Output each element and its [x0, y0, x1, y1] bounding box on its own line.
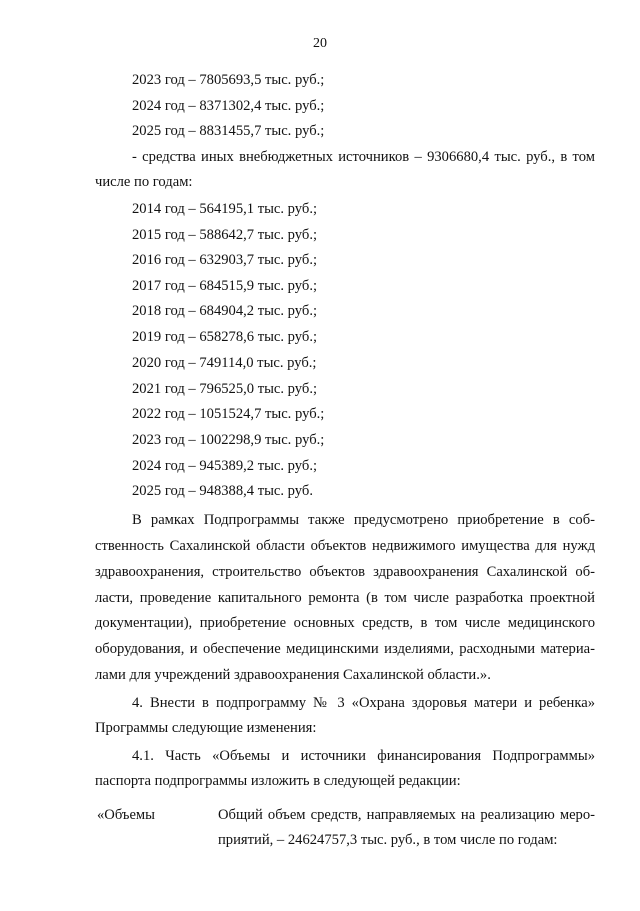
- offbudget-year-line: 2023 год – 1002298,9 тыс. руб.;: [132, 432, 325, 448]
- offbudget-year-line: 2017 год – 684515,9 тыс. руб.;: [132, 278, 318, 294]
- paragraph-line: оборудования, и обеспечение медицинскими изделиями, расходными материа-: [95, 641, 595, 657]
- table-text-line: Общий объем средств, направляемых на реализацию меро-: [218, 807, 595, 823]
- offbudget-year-line: 2018 год – 684904,2 тыс. руб.;: [132, 303, 318, 319]
- budget-line: 2024 год – 8371302,4 тыс. руб.;: [132, 98, 325, 114]
- item41-line: 4.1. Часть «Объемы и источники финансирования Подпрограммы»: [132, 748, 595, 764]
- item4-line: 4. Внести в подпрограмму № 3 «Охрана здоровья матери и ребенка»: [132, 695, 595, 711]
- paragraph-line: документации), приобретение основных средств, в том числе медицинского: [95, 615, 595, 631]
- offbudget-year-line: 2020 год – 749114,0 тыс. руб.;: [132, 355, 317, 371]
- offbudget-year-line: 2016 год – 632903,7 тыс. руб.;: [132, 252, 318, 268]
- offbudget-year-line: 2021 год – 796525,0 тыс. руб.;: [132, 381, 318, 397]
- offbudget-year-line: 2022 год – 1051524,7 тыс. руб.;: [132, 406, 325, 422]
- item41-line: паспорта подпрограммы изложить в следующей редакции:: [95, 773, 461, 789]
- item4-line: Программы следующие изменения:: [95, 720, 317, 736]
- table-text-line: приятий, – 24624757,3 тыс. руб., в том числе по годам:: [218, 832, 558, 848]
- paragraph-line: лами для учреждений здравоохранения Сахалинской области.».: [95, 667, 491, 683]
- offbudget-year-line: 2024 год – 945389,2 тыс. руб.;: [132, 458, 318, 474]
- paragraph-line: здравоохранения, строительство объектов здравоохранения Сахалинской об-: [95, 564, 595, 580]
- offbudget-year-line: 2025 год – 948388,4 тыс. руб.: [132, 483, 313, 499]
- offbudget-year-line: 2014 год – 564195,1 тыс. руб.;: [132, 201, 318, 217]
- paragraph-line: ственность Сахалинской области объектов недвижимого имущества для нужд: [95, 538, 595, 554]
- budget-line: 2025 год – 8831455,7 тыс. руб.;: [132, 123, 325, 139]
- offbudget-intro-line: числе по годам:: [95, 174, 193, 190]
- offbudget-year-line: 2015 год – 588642,7 тыс. руб.;: [132, 227, 318, 243]
- page-number: 20: [313, 36, 327, 51]
- offbudget-intro-line: - средства иных внебюджетных источников – 9306680,4 тыс. руб., в том: [132, 149, 595, 165]
- table-label: «Объемы: [97, 807, 155, 823]
- paragraph-line: ласти, проведение капитального ремонта (в том числе разработка проектной: [95, 590, 595, 606]
- budget-line: 2023 год – 7805693,5 тыс. руб.;: [132, 72, 325, 88]
- offbudget-year-line: 2019 год – 658278,6 тыс. руб.;: [132, 329, 318, 345]
- paragraph-line: В рамках Подпрограммы также предусмотрено приобретение в соб-: [132, 512, 595, 528]
